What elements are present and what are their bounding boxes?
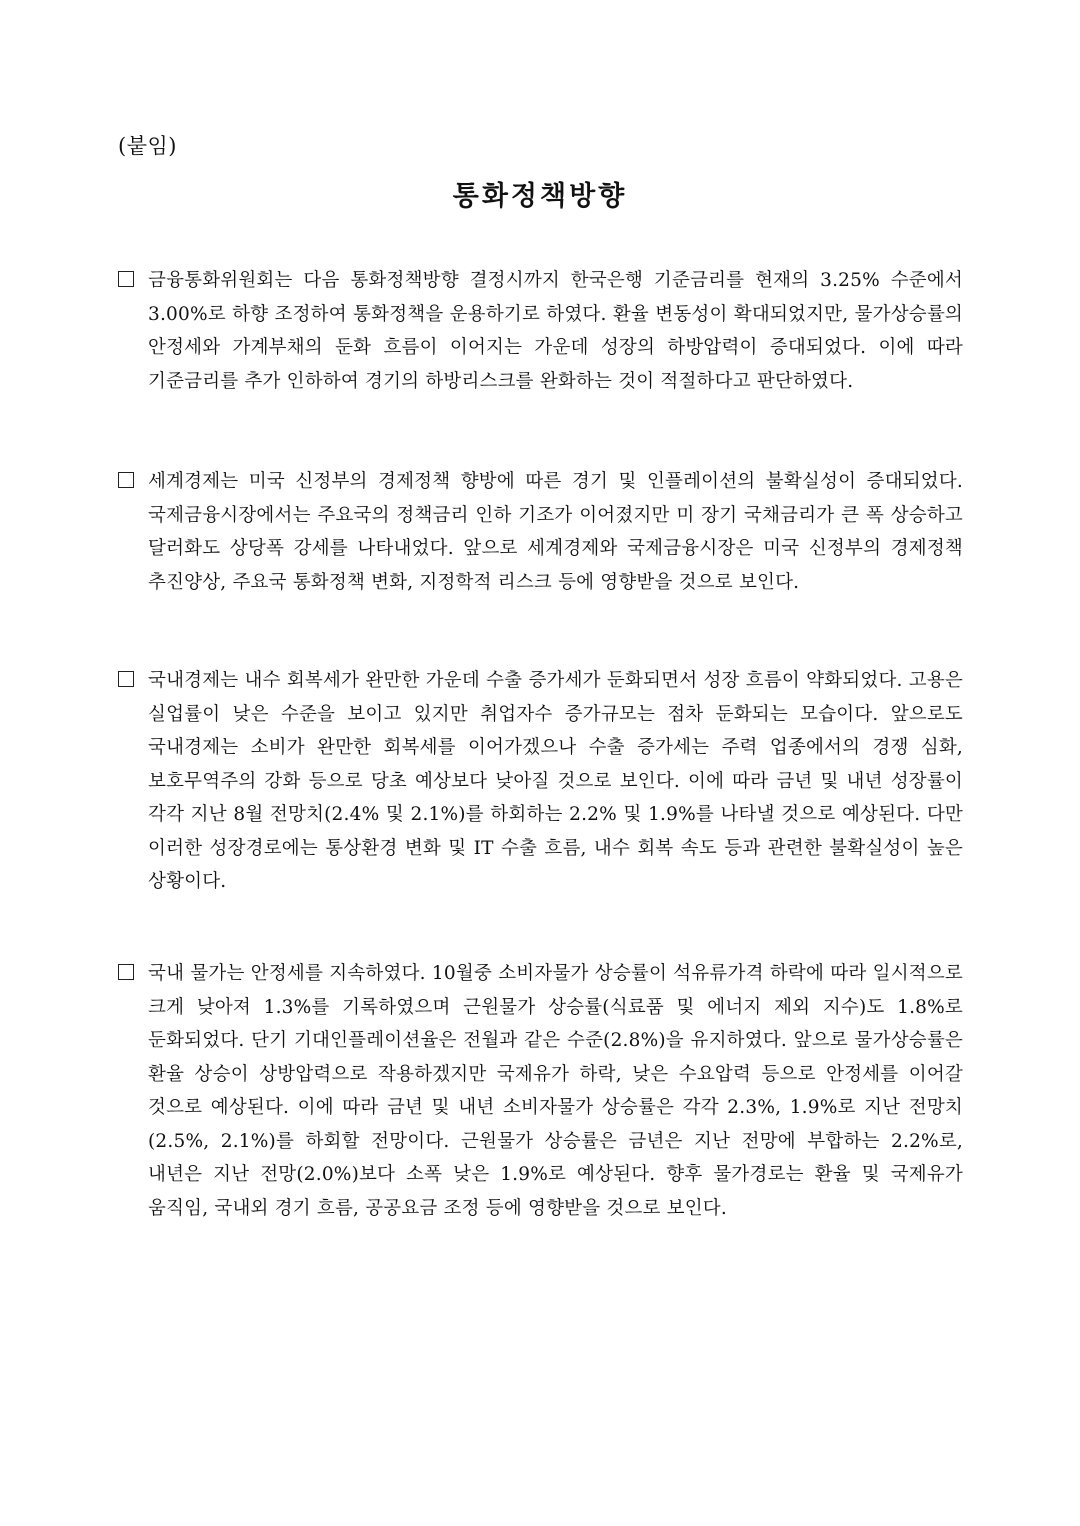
page-title: 통화정책방향 (452, 181, 628, 212)
checkbox-bullet-icon (118, 671, 134, 687)
checkbox-bullet-icon (118, 472, 134, 488)
attachment-label: (붙임) (118, 134, 177, 158)
checkbox-bullet-icon (118, 964, 134, 980)
section-text: 금융통화위원회는 다음 통화정책방향 결정시까지 한국은행 기준금리를 현재의 3.25% 수준에서 3.00%로 하향 조정하여 통화정책을 운용하기로 하였다. 환율 변동성이 확대되었지만, 물가상승률의 안정세와 가계부채의 둔화 흐름이 이어지는 가운데 성장의 하방압력이 증대되었다. 이에 따라 기준금리를 추가 인하하여 경기의 하방리스크를 완화하는 것이 적절하다고 판단하였다. (148, 270, 963, 392)
section-text: 국내 물가는 안정세를 지속하였다. 10월중 소비자물가 상승률이 석유류가격 하락에 따라 일시적으로 크게 낮아져 1.3%를 기록하였으며 근원물가 상승률(식료품 및 에너지 제외 지수)도 1.8%로 둔화되었다. 단기 기대인플레이션율은 전월과 같은 수준(2.8%)을 유지하였다. 앞으로 물가상승률은 환율 상승이 상방압력으로 작용하겠지만 국제유가 하락, 낮은 수요압력 등으로 안정세를 이어갈 것으로 예상된다. 이에 따라 금년 및 내년 소비자물가 상승률은 각각 2.3%, 1.9%로 지난 전망치(2.5%, 2.1%)를 하회할 전망이다. 근원물가 상승률은 금년은 지난 전망에 부합하는 2.2%로, 내년은 지난 전망(2.0%)보다 소폭 낮은 1.9%로 예상된다. 향후 물가경로는 환율 및 국제유가 움직임, 국내외 경기 흐름, 공공요금 조정 등에 영향받을 것으로 보인다. (148, 963, 963, 1219)
checkbox-bullet-icon (118, 271, 134, 287)
section-monetary-policy-decision (118, 264, 963, 398)
section-global-economy (118, 465, 963, 599)
section-domestic-economy (118, 664, 963, 899)
section-domestic-prices (118, 957, 963, 1225)
section-text: 세계경제는 미국 신정부의 경제정책 향방에 따른 경기 및 인플레이션의 불확실성이 증대되었다. 국제금융시장에서는 주요국의 정책금리 인하 기조가 이어졌지만 미 장기 국채금리가 큰 폭 상승하고 달러화도 상당폭 강세를 나타내었다. 앞으로 세계경제와 국제금융시장은 미국 신정부의 경제정책 추진양상, 주요국 통화정책 변화, 지정학적 리스크 등에 영향받을 것으로 보인다. (148, 471, 963, 593)
section-text: 국내경제는 내수 회복세가 완만한 가운데 수출 증가세가 둔화되면서 성장 흐름이 약화되었다. 고용은 실업률이 낮은 수준을 보이고 있지만 취업자수 증가규모는 점차 둔화되는 모습이다. 앞으로도 국내경제는 소비가 완만한 회복세를 이어가겠으나 수출 증가세는 주력 업종에서의 경쟁 심화, 보호무역주의 강화 등으로 당초 예상보다 낮아질 것으로 보인다. 이에 따라 금년 및 내년 성장률이 각각 지난 8월 전망치(2.4% 및 2.1%)를 하회하는 2.2% 및 1.9%를 나타낼 것으로 예상된다. 다만 이러한 성장경로에는 통상환경 변화 및 IT 수출 흐름, 내수 회복 속도 등과 관련한 불확실성이 높은 상황이다. (148, 670, 963, 892)
